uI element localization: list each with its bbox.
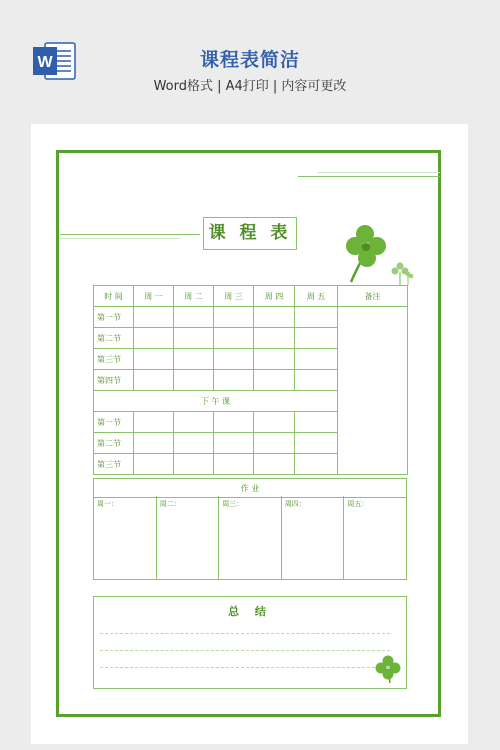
- table-cell[interactable]: [295, 412, 338, 433]
- table-cell[interactable]: [295, 349, 338, 370]
- table-cell[interactable]: [174, 370, 214, 391]
- schedule-table: [93, 285, 408, 475]
- header-tue: 周 二: [174, 286, 214, 307]
- summary-line: [100, 633, 390, 634]
- divider-top-right-2: [318, 172, 440, 173]
- homework-thu[interactable]: 周四：: [282, 496, 345, 579]
- period-label: 第三节: [94, 454, 134, 475]
- header-thu: 周 四: [254, 286, 295, 307]
- period-label: 第三节: [94, 349, 134, 370]
- header-fri: 周 五: [295, 286, 338, 307]
- afternoon-label: 下 午 课: [94, 391, 338, 412]
- table-cell[interactable]: [174, 307, 214, 328]
- word-logo-letter: W: [37, 54, 53, 71]
- table-cell[interactable]: [254, 454, 295, 475]
- header-notes: 备注: [338, 286, 408, 307]
- header-time: 时 间: [94, 286, 134, 307]
- table-cell[interactable]: [254, 412, 295, 433]
- homework-mon[interactable]: 周一：: [94, 496, 157, 579]
- table-cell[interactable]: [214, 433, 254, 454]
- table-cell[interactable]: [214, 412, 254, 433]
- table-cell[interactable]: [174, 433, 214, 454]
- table-cell[interactable]: [134, 349, 174, 370]
- table-cell[interactable]: [134, 433, 174, 454]
- period-label: 第一节: [94, 307, 134, 328]
- homework-section: [93, 478, 407, 580]
- divider-title-left-2: [60, 238, 180, 239]
- table-cell[interactable]: [214, 349, 254, 370]
- schedule-title: 课 程 表: [203, 217, 297, 250]
- summary-title: 总 结: [228, 605, 272, 618]
- homework-columns: [94, 496, 406, 579]
- clover-icon: [374, 654, 402, 684]
- table-cell[interactable]: [134, 370, 174, 391]
- table-cell[interactable]: [254, 328, 295, 349]
- period-label: 第四节: [94, 370, 134, 391]
- table-header-row: [94, 286, 408, 307]
- summary-line: [100, 650, 390, 651]
- table-cell[interactable]: [214, 328, 254, 349]
- header-mon: 周 一: [134, 286, 174, 307]
- table-cell[interactable]: [174, 412, 214, 433]
- table-cell[interactable]: [174, 328, 214, 349]
- table-cell[interactable]: [254, 370, 295, 391]
- table-cell[interactable]: [295, 307, 338, 328]
- table-cell[interactable]: [295, 328, 338, 349]
- table-cell[interactable]: [214, 370, 254, 391]
- period-label: 第一节: [94, 412, 134, 433]
- table-cell[interactable]: [214, 307, 254, 328]
- homework-tue[interactable]: 周二：: [157, 496, 220, 579]
- clover-icon-small: [388, 260, 414, 286]
- summary-section[interactable]: [93, 596, 407, 689]
- divider-top-right: [298, 176, 440, 177]
- table-cell[interactable]: [254, 349, 295, 370]
- table-cell[interactable]: [134, 307, 174, 328]
- table-cell[interactable]: [254, 433, 295, 454]
- divider-title-left: [60, 234, 200, 235]
- period-label: 第二节: [94, 433, 134, 454]
- table-cell[interactable]: [134, 454, 174, 475]
- page-title: 课程表简洁: [199, 49, 300, 71]
- homework-wed[interactable]: 周三：: [219, 496, 282, 579]
- notes-cell[interactable]: [338, 307, 408, 475]
- table-cell[interactable]: [295, 370, 338, 391]
- homework-title: 作 业: [94, 481, 406, 498]
- table-cell[interactable]: [254, 307, 295, 328]
- table-cell[interactable]: [295, 433, 338, 454]
- table-cell[interactable]: [174, 349, 214, 370]
- table-row: [94, 307, 408, 328]
- table-cell[interactable]: [295, 454, 338, 475]
- summary-line: [100, 667, 390, 668]
- table-cell[interactable]: [214, 454, 254, 475]
- homework-fri[interactable]: 周五：: [347, 500, 369, 508]
- page-subtitle: Word格式 | A4打印 | 内容可更改: [153, 79, 347, 94]
- table-cell[interactable]: [134, 328, 174, 349]
- table-cell[interactable]: [134, 412, 174, 433]
- header-wed: 周 三: [214, 286, 254, 307]
- table-cell[interactable]: [174, 454, 214, 475]
- period-label: 第二节: [94, 328, 134, 349]
